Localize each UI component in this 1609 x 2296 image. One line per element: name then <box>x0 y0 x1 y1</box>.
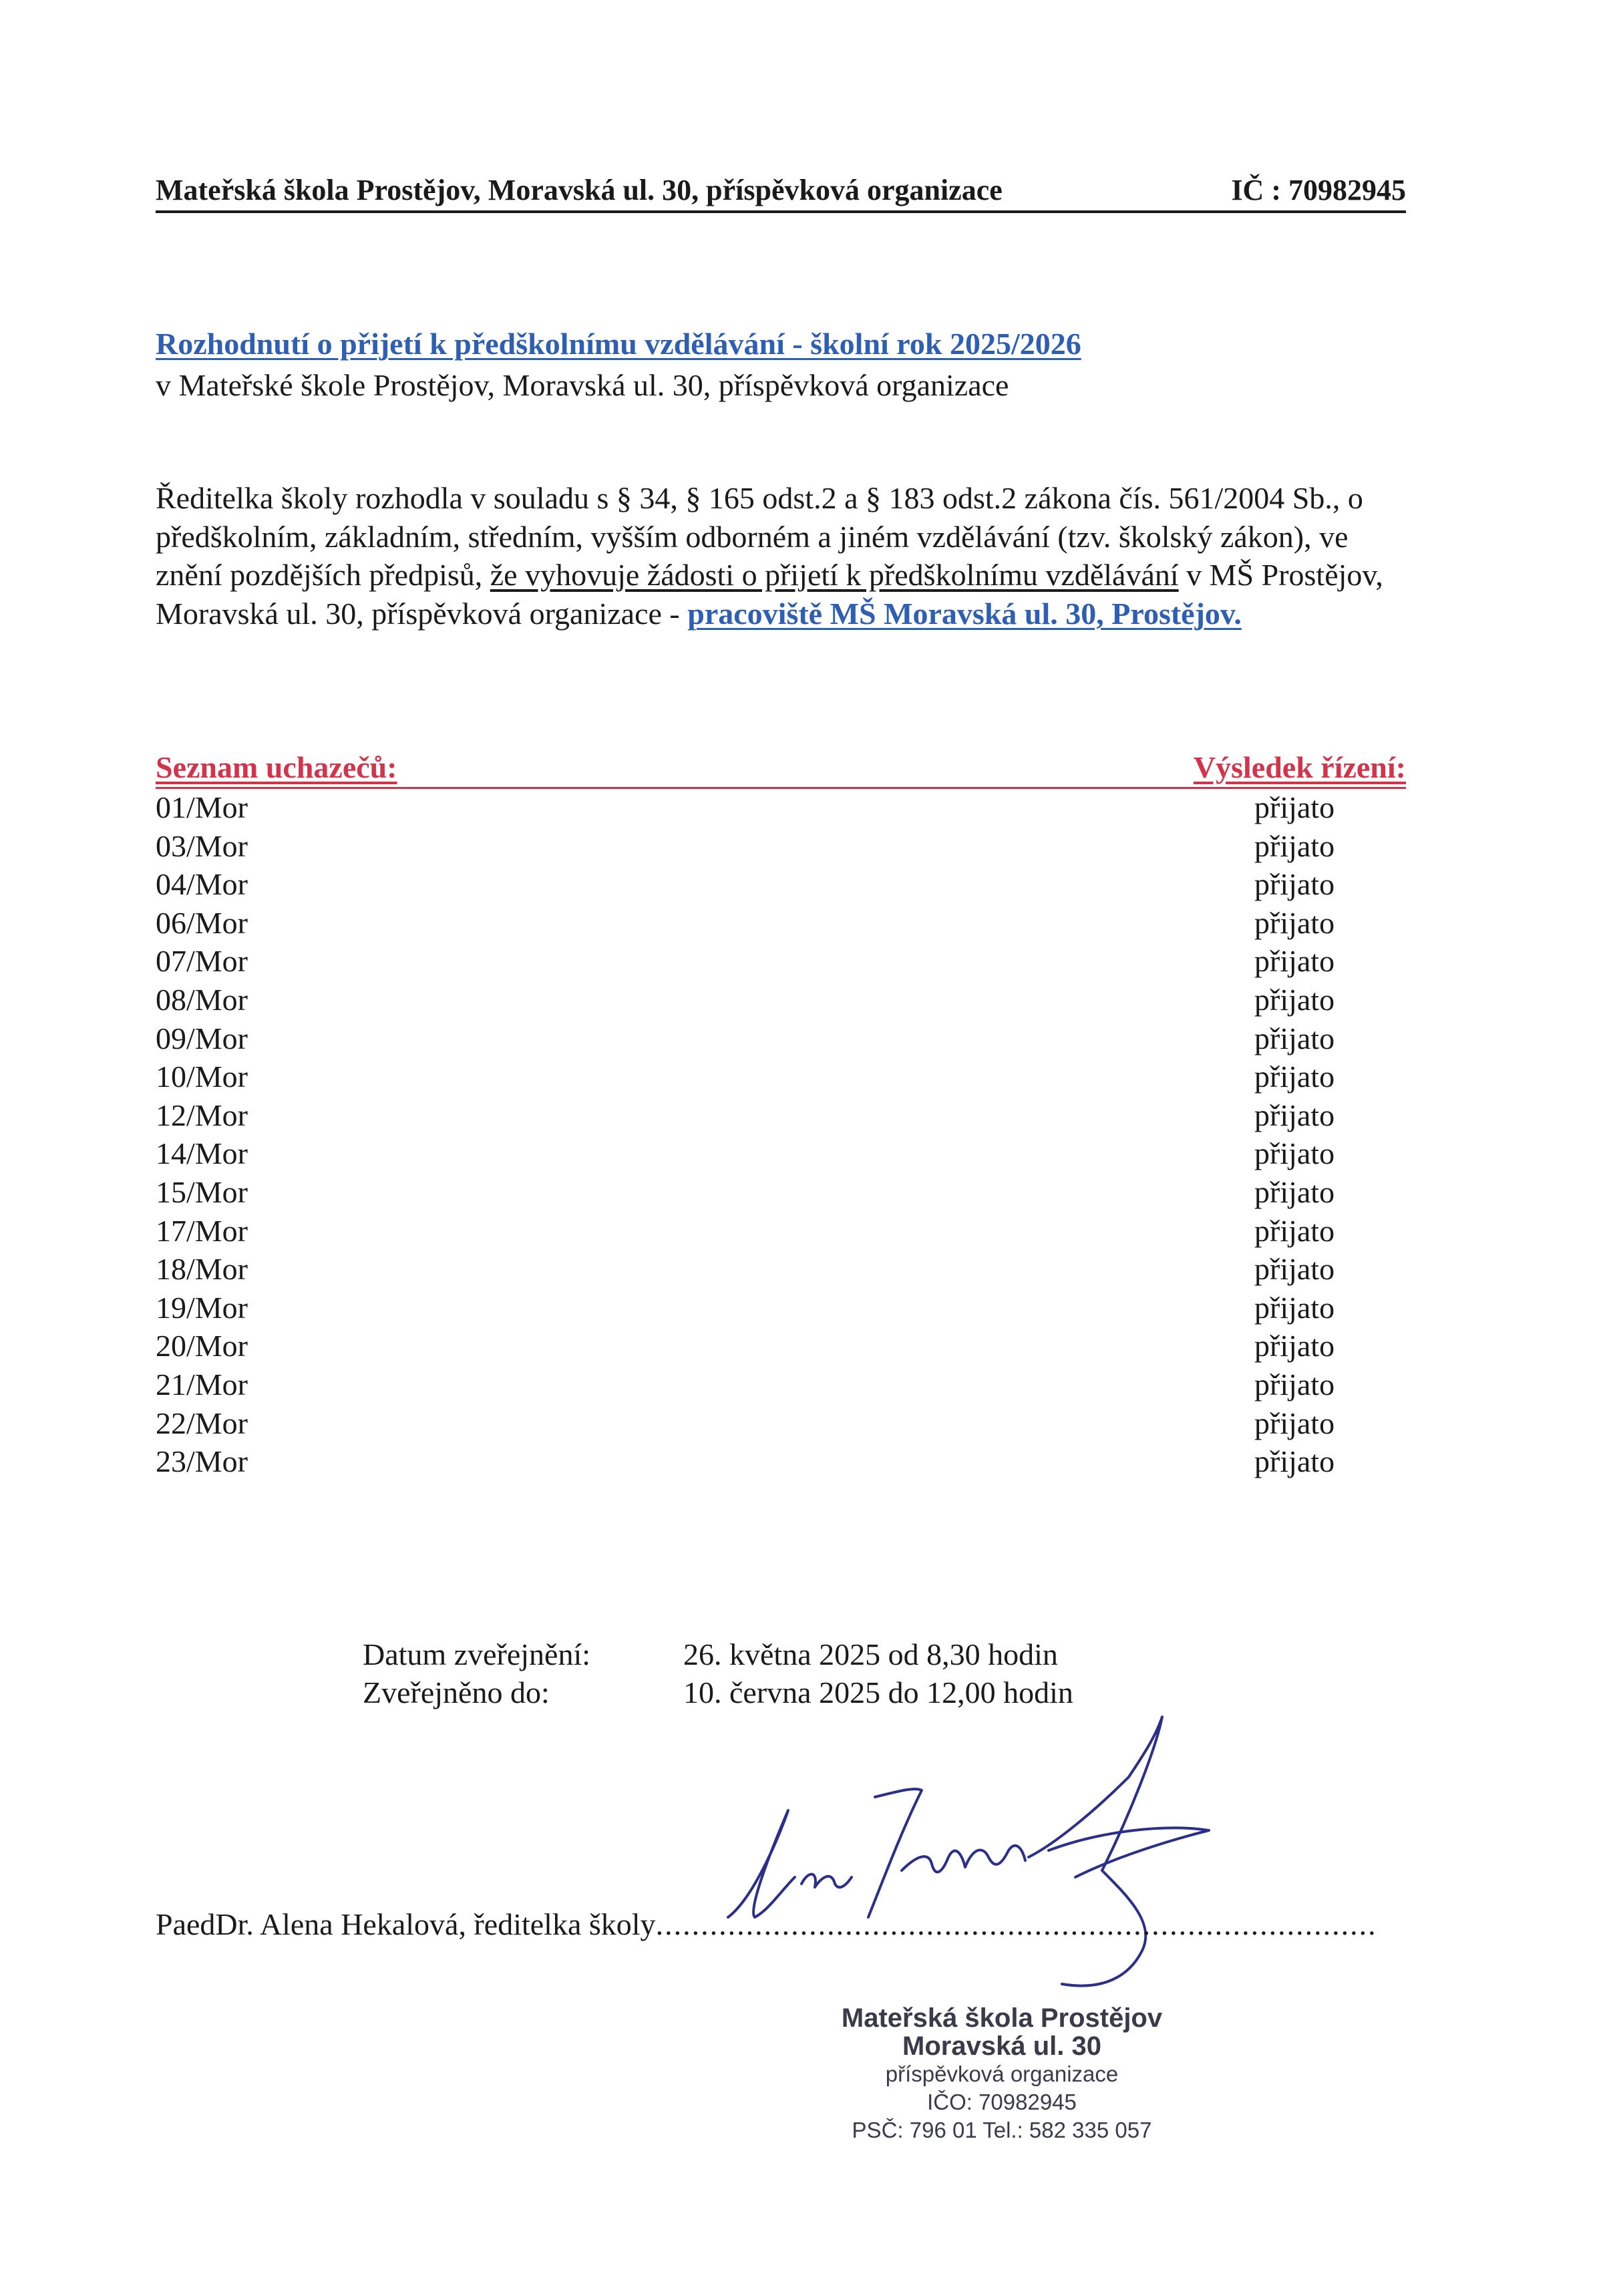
applicant-code: 10/Mor <box>156 1059 248 1094</box>
applicant-code: 23/Mor <box>156 1444 248 1479</box>
applicant-code: 01/Mor <box>156 790 248 824</box>
table-row <box>156 1289 1406 1327</box>
applicant-result: přijato <box>1254 1174 1335 1209</box>
applicant-result: přijato <box>1254 1252 1335 1287</box>
table-row <box>156 942 1406 981</box>
table-row <box>156 1250 1406 1289</box>
applicant-code: 07/Mor <box>156 944 248 979</box>
applicant-result: přijato <box>1254 790 1335 824</box>
applicant-code: 09/Mor <box>156 1021 248 1055</box>
applicant-code: 04/Mor <box>156 867 248 902</box>
signatory-name: PaedDr. Alena Hekalová, ředitelka školy <box>156 1907 656 1941</box>
applicants-list-label: Seznam uchazečů: <box>156 750 397 784</box>
table-row <box>156 788 1406 827</box>
decision-body-paragraph <box>156 479 1419 633</box>
applicant-result: přijato <box>1254 982 1335 1017</box>
table-row <box>156 981 1406 1019</box>
applicant-result: přijato <box>1254 1021 1335 1055</box>
stamp-line-school: Mateřská škola Prostějov <box>841 2003 1163 2033</box>
decision-subtitle: v Mateřské škole Prostějov, Moravská ul. 30, příspěvková organizace <box>156 368 1009 402</box>
table-row <box>156 904 1406 943</box>
table-row <box>156 1057 1406 1096</box>
applicant-code: 15/Mor <box>156 1174 248 1209</box>
applicant-code: 21/Mor <box>156 1367 248 1402</box>
signature-dots: ................................................................................ <box>655 1907 1377 1941</box>
table-row <box>156 1404 1406 1443</box>
signature-line <box>156 1907 1377 1942</box>
applicants-table-header <box>156 750 1406 789</box>
applicant-code: 14/Mor <box>156 1136 248 1171</box>
workplace-link: pracoviště MŠ Moravská ul. 30, Prostějov. <box>687 596 1242 631</box>
table-row <box>156 1327 1406 1365</box>
applicants-list <box>156 788 1406 1481</box>
applicant-result: přijato <box>1254 828 1335 863</box>
applicant-code: 22/Mor <box>156 1406 248 1440</box>
document-header <box>156 170 1406 213</box>
applicant-result: přijato <box>1254 1329 1335 1363</box>
table-row <box>156 1096 1406 1135</box>
table-row <box>156 865 1406 904</box>
organization-name: Mateřská škola Prostějov, Moravská ul. 30, příspěvková organizace <box>156 174 1003 206</box>
applicant-code: 19/Mor <box>156 1290 248 1325</box>
applicant-result: přijato <box>1254 1059 1335 1094</box>
result-label: Výsledek řízení: <box>1193 750 1406 784</box>
published-value: 26. května 2025 od 8,30 hodin <box>683 1637 1058 1671</box>
body-text-middle: v MŠ Prostějov, Moravská ul. 30, příspěvková organizace - <box>156 558 1383 631</box>
stamp-line-street: Moravská ul. 30 <box>902 2031 1101 2061</box>
applicant-code: 17/Mor <box>156 1213 248 1248</box>
body-text-start: Ředitelka školy rozhodla v souladu s § 34, § 165 odst.2 a § 183 odst.2 zákona čís. 561/2004 Sb., o předškolním, základním, středním, vyšším odborném a jiném vzdělávání (tzv. školský zákon), ve znění pozdějších předpisů, <box>156 481 1363 592</box>
applicant-result: přijato <box>1254 944 1335 979</box>
applicant-code: 08/Mor <box>156 982 248 1017</box>
table-row <box>156 1212 1406 1251</box>
table-row <box>156 1365 1406 1404</box>
applicant-result: přijato <box>1254 1136 1335 1171</box>
table-row <box>156 1173 1406 1212</box>
stamp-line-type: příspěvková organizace <box>885 2062 1119 2086</box>
table-row <box>156 1442 1406 1481</box>
applicant-result: přijato <box>1254 1367 1335 1402</box>
applicant-result: přijato <box>1254 1213 1335 1248</box>
stamp-line-contact: PSČ: 796 01 Tel.: 582 335 057 <box>852 2118 1152 2142</box>
applicant-result: přijato <box>1254 1290 1335 1325</box>
applicant-code: 18/Mor <box>156 1252 248 1287</box>
table-row <box>156 1019 1406 1058</box>
until-label: Zveřejněno do: <box>363 1675 550 1709</box>
table-row <box>156 827 1406 866</box>
stamp-line-ico: IČO: 70982945 <box>927 2090 1077 2114</box>
applicant-result: přijato <box>1254 1406 1335 1440</box>
decision-title: Rozhodnutí o přijetí k předškolnímu vzdělávání - školní rok 2025/2026 <box>156 327 1081 361</box>
applicant-code: 06/Mor <box>156 905 248 940</box>
school-stamp <box>801 2004 1202 2144</box>
handwritten-signature <box>701 1697 1249 1991</box>
published-label: Datum zveřejnění: <box>363 1637 591 1671</box>
applicant-result: přijato <box>1254 867 1335 902</box>
applicant-result: přijato <box>1254 1444 1335 1479</box>
applicant-code: 12/Mor <box>156 1098 248 1132</box>
applicant-code: 20/Mor <box>156 1329 248 1363</box>
published-row <box>363 1635 1073 1673</box>
body-text-underlined: že vyhovuje žádosti o přijetí k předškolnímu vzdělávání <box>490 558 1179 592</box>
organization-ic: IČ : 70982945 <box>1231 174 1406 206</box>
table-row <box>156 1134 1406 1173</box>
applicant-result: přijato <box>1254 1098 1335 1132</box>
until-value: 10. června 2025 do 12,00 hodin <box>683 1675 1073 1709</box>
applicant-code: 03/Mor <box>156 828 248 863</box>
applicant-result: přijato <box>1254 905 1335 940</box>
